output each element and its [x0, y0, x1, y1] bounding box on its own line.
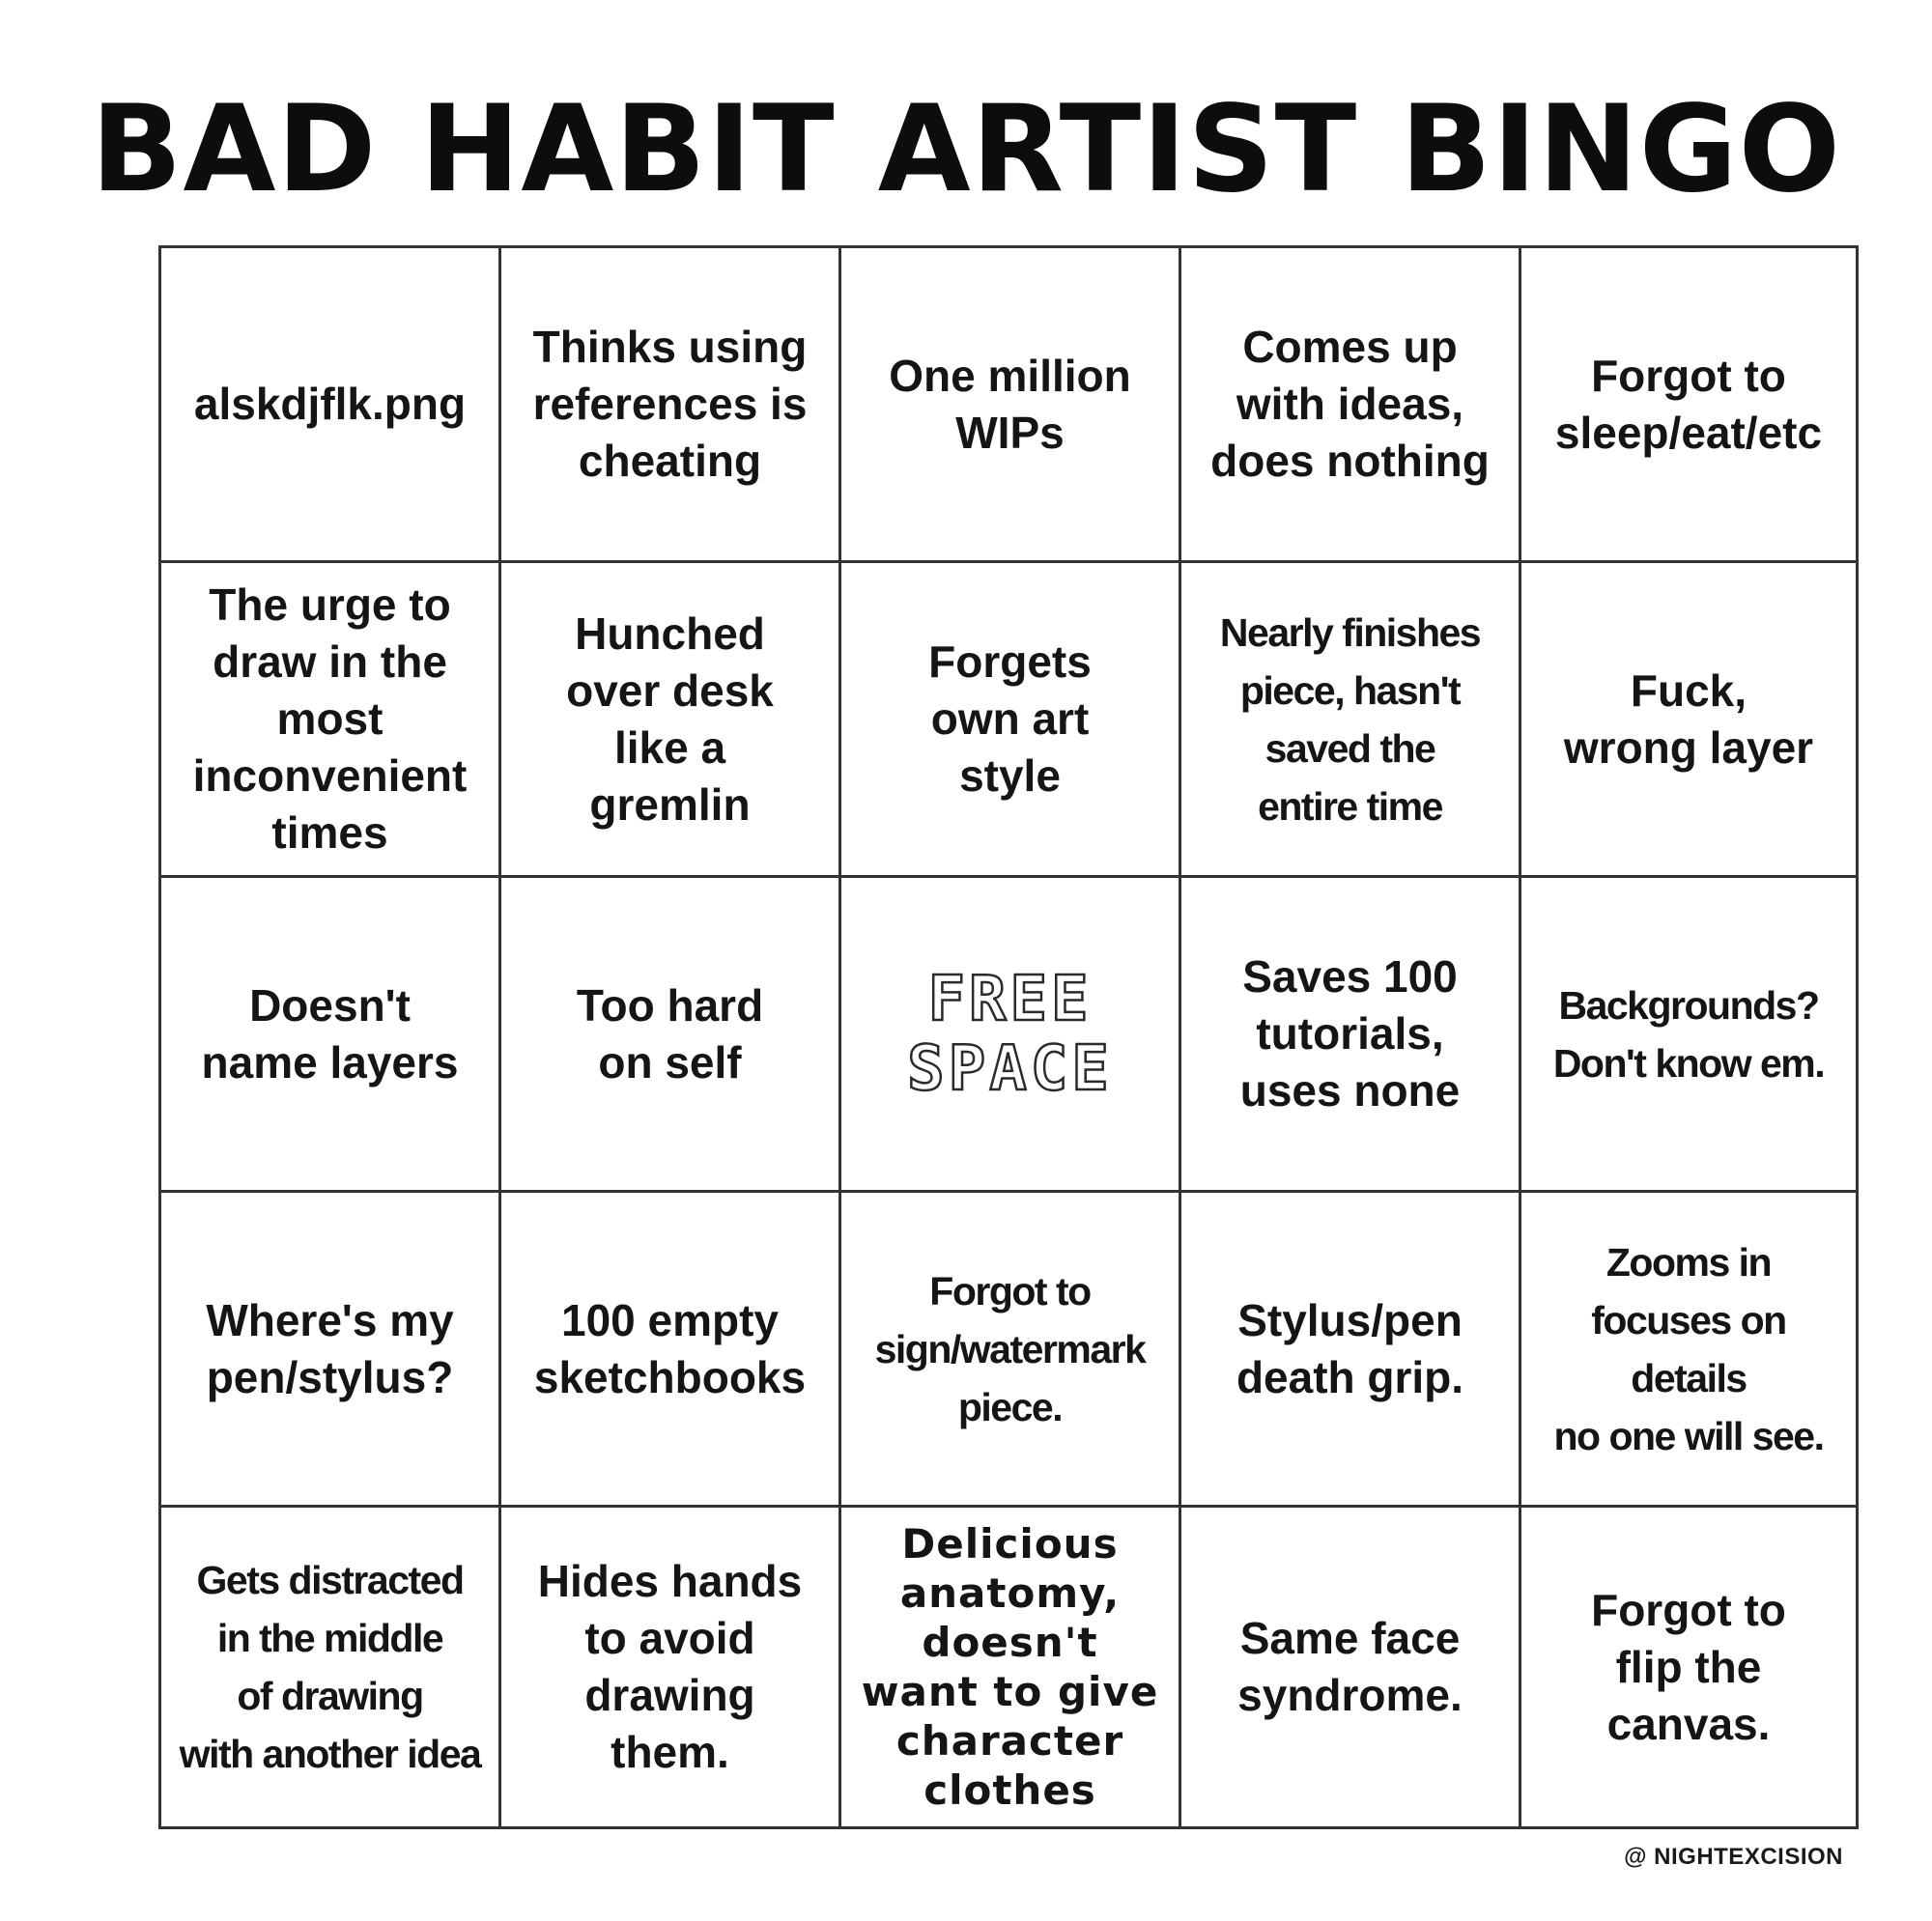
bingo-cell-text: Thinks using references is cheating: [532, 322, 808, 486]
bingo-cell[interactable]: [501, 878, 841, 1193]
bingo-cell-text: Forgets own art style: [928, 636, 1092, 801]
bingo-cell-text: Hunched over desk like a gremlin: [566, 607, 774, 830]
free-space-label: FREE SPACE: [907, 963, 1113, 1105]
page-title: BAD HABIT ARTIST BINGO: [90, 80, 1841, 219]
bingo-cell[interactable]: [501, 1193, 841, 1508]
bingo-cell-text: Where's my pen/stylus?: [206, 1294, 454, 1402]
bingo-cell-text: Nearly finishes piece, hasn't saved the entire time: [1219, 609, 1481, 829]
bingo-cell-text: Stylus/pen death grip.: [1236, 1294, 1464, 1402]
bingo-cell-text: Doesn't name layers: [201, 979, 459, 1088]
bingo-cell-text: The urge to draw in the most inconvenient times: [192, 579, 468, 858]
bingo-cell[interactable]: [1181, 878, 1521, 1193]
bingo-cell-text: 100 empty sketchbooks: [533, 1294, 807, 1402]
bingo-cell[interactable]: [1521, 1193, 1856, 1508]
artist-credit: @ NIGHTEXCISION: [1624, 1844, 1843, 1870]
bingo-cell[interactable]: [161, 1508, 501, 1826]
bingo-cell-text: Too hard on self: [576, 979, 764, 1088]
bingo-cell[interactable]: [161, 1193, 501, 1508]
bingo-cell[interactable]: [1521, 248, 1856, 563]
bingo-cell-text: Comes up with ideas, does nothing: [1210, 322, 1490, 486]
bingo-cell[interactable]: [1521, 563, 1856, 878]
bingo-cell-text: One million WIPs: [889, 350, 1131, 458]
bingo-cell-text: Fuck, wrong layer: [1563, 664, 1814, 773]
bingo-cell-text: Forgot to sign/watermark piece.: [874, 1268, 1146, 1429]
bingo-cell-text: Same face syndrome.: [1237, 1613, 1463, 1720]
bingo-cell[interactable]: [501, 563, 841, 878]
bingo-cell-text: Hides hands to avoid drawing them.: [537, 1556, 803, 1777]
bingo-cell[interactable]: [841, 1193, 1181, 1508]
bingo-cell[interactable]: [841, 1508, 1181, 1826]
bingo-cell[interactable]: [161, 563, 501, 878]
bingo-grid: [158, 245, 1859, 1829]
bingo-cell-text: Saves 100 tutorials, uses none: [1239, 951, 1461, 1116]
bingo-cell[interactable]: [841, 248, 1181, 563]
bingo-cell-text: Forgot to sleep/eat/etc: [1554, 350, 1823, 458]
bingo-cell[interactable]: [1181, 1508, 1521, 1826]
bingo-cell-text: Gets distracted in the middle of drawing with another idea: [179, 1558, 481, 1776]
bingo-cell-text: Zooms in focuses on details no one will see.: [1553, 1239, 1824, 1458]
bingo-cell[interactable]: [1521, 1508, 1856, 1826]
bingo-cell[interactable]: [161, 878, 501, 1193]
bingo-cell[interactable]: [1181, 1193, 1521, 1508]
bingo-cell[interactable]: [1181, 563, 1521, 878]
bingo-cell[interactable]: [1181, 248, 1521, 563]
bingo-cell[interactable]: [841, 563, 1181, 878]
bingo-cell[interactable]: [501, 248, 841, 563]
bingo-cell[interactable]: [501, 1508, 841, 1826]
bingo-cell-text: Backgrounds? Don't know em.: [1552, 982, 1825, 1086]
free-space-cell[interactable]: [841, 878, 1181, 1193]
bingo-cell[interactable]: [1521, 878, 1856, 1193]
bingo-cell-text: alskdjflk.png: [193, 379, 467, 429]
bingo-cell[interactable]: [161, 248, 501, 563]
bingo-cell-text: Forgot to flip the canvas.: [1591, 1584, 1786, 1749]
bingo-cell-text: Delicious anatomy, doesn't want to give character clothes: [861, 1520, 1159, 1814]
